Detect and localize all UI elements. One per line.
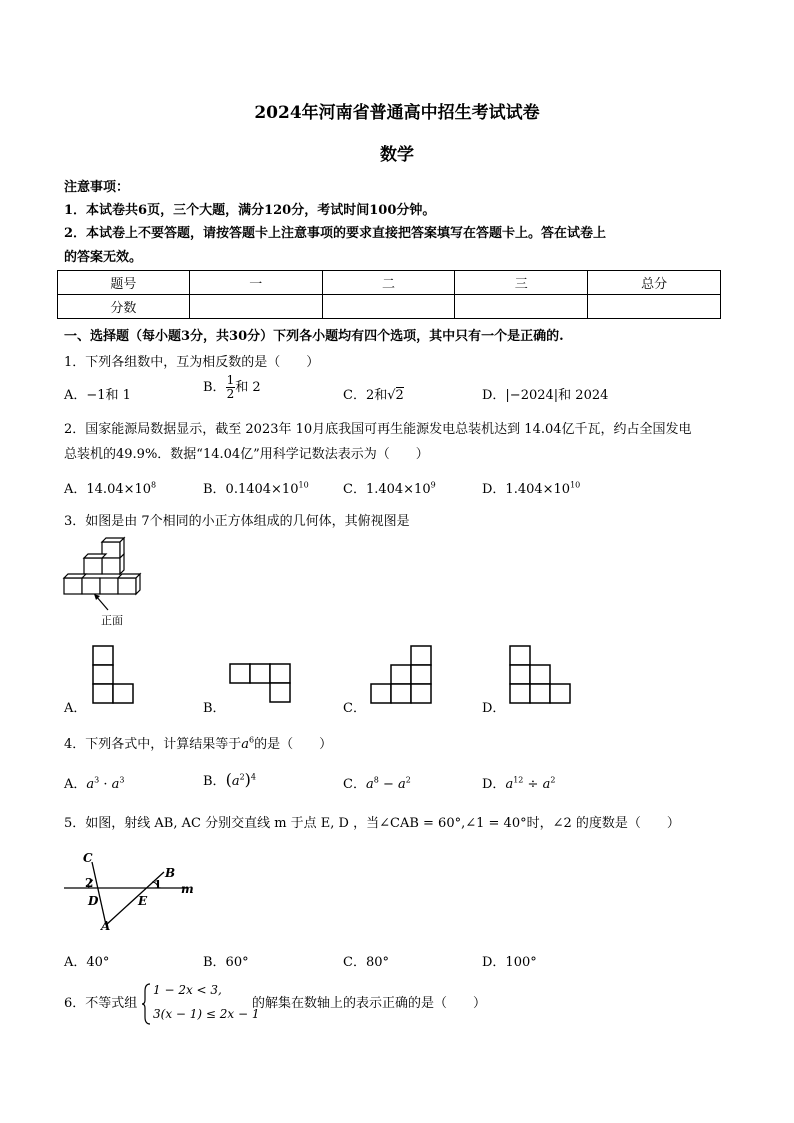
exponent: 10 <box>298 480 309 490</box>
table-cell: 题号 <box>58 271 190 295</box>
q1-option-b[interactable] <box>203 374 261 401</box>
question-1-stem: 1．下列各组数中，互为相反数的是（ ） <box>64 355 320 370</box>
line-m-label: m <box>181 882 194 896</box>
q2-option-c[interactable] <box>343 478 436 497</box>
q3-option-c[interactable]: C． <box>343 701 366 716</box>
q4-option-d[interactable]: D．$a^{12} \div a^2$ <box>482 775 556 792</box>
table-cell: 三 <box>455 271 588 295</box>
point-e-label: E <box>138 894 148 908</box>
exponent: 10 <box>570 480 581 490</box>
question-3-stem: 3．如图是由 7个相同的小正方体组成的几何体，其俯视图是 <box>64 514 410 529</box>
page-title: 2024年河南省普通高中招生考试试卷 <box>254 103 540 123</box>
question-6-suffix: 的解集在数轴上的表示正确的是（ ） <box>252 996 487 1011</box>
q3-option-c-figure <box>370 645 436 703</box>
q3-option-b-figure <box>229 663 295 703</box>
option-text: A．14.04×10 <box>64 482 152 497</box>
q5-option-b[interactable]: B．60° <box>203 955 249 970</box>
question-5-stem: 5．如图，射线 AB, AC 分别交直线 m 于点 E, D ，当∠CAB = 60°,∠1 = 40°时，∠2 的度数是（ ） <box>64 816 680 831</box>
point-b-label: B <box>165 866 176 880</box>
option-text: C．2和 <box>343 388 388 403</box>
table-cell[interactable] <box>455 295 588 319</box>
q4-option-a[interactable]: A．$a^3 \cdot a^3$ <box>64 775 125 792</box>
q1-option-a[interactable]: A．−1和 1 <box>64 388 131 403</box>
question-6-prefix: 6．不等式组 <box>64 996 138 1011</box>
q1-option-c[interactable] <box>343 384 404 403</box>
option-label: C． <box>343 777 366 792</box>
numerator: 1 <box>226 373 235 387</box>
score-table <box>57 270 721 319</box>
notice-heading: 注意事项： <box>64 180 130 195</box>
question-2-line1: 2．国家能源局数据显示，截至 2023年 10月底我国可再生能源发电总装机达到 14.04亿千瓦，约占全国发电 <box>64 422 692 437</box>
option-text: D．1.404×10 <box>482 482 571 497</box>
notice-item-1: 1．本试卷共6页，三个大题，满分120分，考试时间100分钟。 <box>64 203 436 218</box>
q4-option-c[interactable]: C．$a^8 - a^2$ <box>343 775 411 792</box>
q3-option-d-figure <box>509 645 575 703</box>
q3-option-d[interactable]: D． <box>482 701 506 716</box>
point-a-label: A <box>101 919 111 933</box>
section-heading: 一、选择题（每小题3分，共30分）下列各小题均有四个选项，其中只有一个是正确的. <box>64 329 564 344</box>
stem-text: 4．下列各式中，计算结果等于 <box>64 737 242 752</box>
exponent: 6 <box>249 735 255 745</box>
notice-item-2-line2: 的答案无效。 <box>64 250 143 265</box>
denominator: 2 <box>226 387 235 401</box>
angle-2-label: 2 <box>85 876 94 890</box>
q5-option-c[interactable]: C．80° <box>343 955 389 970</box>
option-label: B． <box>203 380 226 395</box>
table-cell: 总分 <box>588 271 721 295</box>
score-table-score-row <box>58 295 721 319</box>
system-brace <box>142 983 152 1025</box>
option-label: D． <box>482 777 506 792</box>
variable: a <box>241 737 250 752</box>
option-text: B．0.1404×10 <box>203 482 299 497</box>
exponent: 8 <box>151 480 157 490</box>
q2-option-b[interactable] <box>203 478 309 497</box>
option-label: B． <box>203 774 226 789</box>
radicand: 2 <box>395 388 404 403</box>
table-cell[interactable] <box>189 295 322 319</box>
front-label: 正面 <box>101 614 123 627</box>
table-cell: 分数 <box>58 295 190 319</box>
score-table-header-row <box>58 271 721 295</box>
point-d-label: D <box>88 894 99 908</box>
notice-item-2-line1: 2．本试卷上不要答题，请按答题卡上注意事项的要求直接把答案填写在答题卡上。答在试卷上 <box>64 226 607 241</box>
q5-option-d[interactable]: D．100° <box>482 955 537 970</box>
stem-text: 的是（ ） <box>254 737 333 752</box>
q3-option-a-figure <box>92 645 136 703</box>
question-2-line2: 总装机的49.9%．数据“14.04亿”用科学记数法表示为（ ） <box>64 447 429 462</box>
question-4-stem <box>64 733 332 752</box>
table-cell[interactable] <box>322 295 455 319</box>
q1-option-d[interactable]: D．|−2024|和 2024 <box>482 388 609 403</box>
q4-option-b[interactable]: B．$(a^2)^4$ <box>203 770 257 789</box>
angle-1-label: 1 <box>154 878 162 891</box>
exponent: 9 <box>430 480 436 490</box>
table-cell: 二 <box>322 271 455 295</box>
q2-option-d[interactable] <box>482 478 580 497</box>
inequality-2: 3(x − 1) ≤ 2x − 1 <box>153 1007 260 1021</box>
sqrt-symbol: √ <box>387 388 396 403</box>
option-text: C．1.404×10 <box>343 482 431 497</box>
fraction <box>226 374 236 401</box>
inequality-1: 1 − 2x < 3, <box>153 983 222 997</box>
option-text: 和 2 <box>235 380 261 395</box>
table-cell: 一 <box>189 271 322 295</box>
q2-option-a[interactable] <box>64 478 156 497</box>
point-c-label: C <box>83 851 93 865</box>
option-label: A． <box>64 777 87 792</box>
q5-option-a[interactable]: A．40° <box>64 955 110 970</box>
q3-option-a[interactable]: A． <box>64 701 87 716</box>
subject-title: 数学 <box>380 145 414 165</box>
table-cell[interactable] <box>588 295 721 319</box>
q3-option-b[interactable]: B． <box>203 701 226 716</box>
